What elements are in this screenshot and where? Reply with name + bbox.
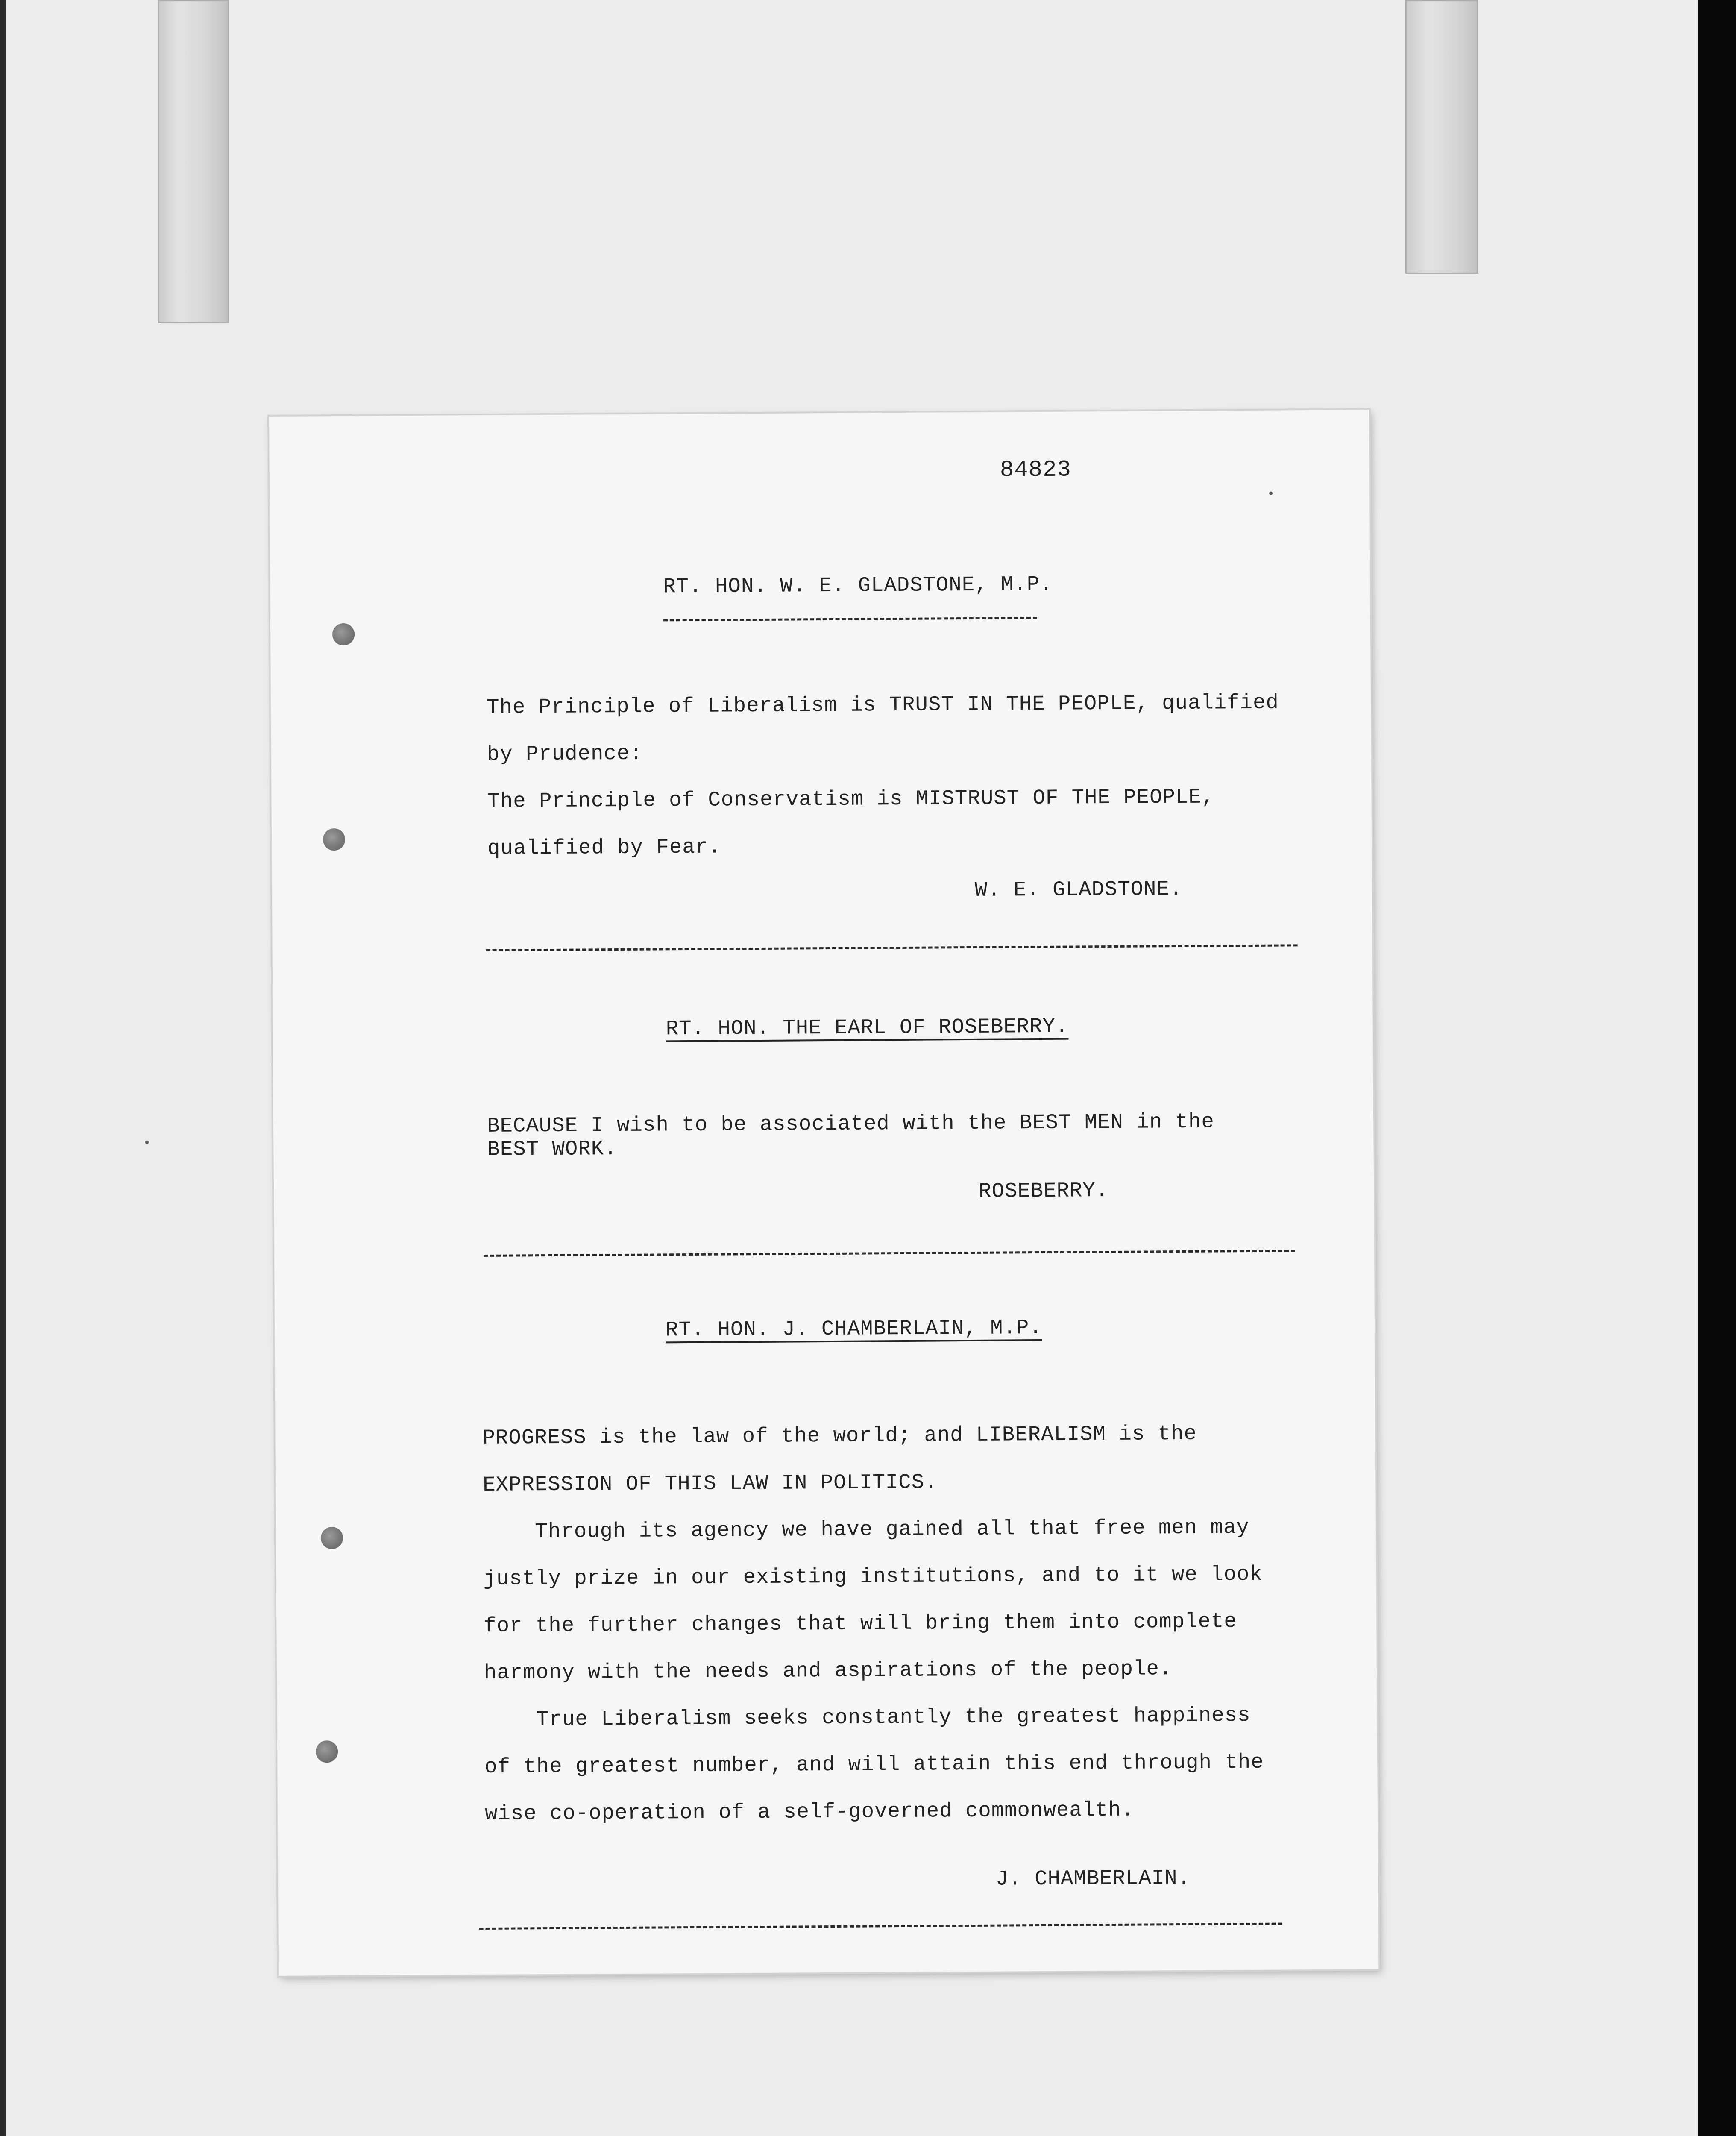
chamberlain-line-7: True Liberalism seeks constantly the greatest happiness bbox=[484, 1703, 1251, 1732]
gladstone-line-1: The Principle of Liberalism is TRUST IN THE PEOPLE, qualified bbox=[486, 690, 1279, 719]
chamberlain-heading: RT. HON. J. CHAMBERLAIN, M.P. bbox=[665, 1315, 1042, 1342]
section-divider bbox=[486, 944, 1298, 951]
ink-speck bbox=[145, 1141, 149, 1144]
punch-hole bbox=[332, 623, 355, 645]
section-divider bbox=[484, 1250, 1295, 1257]
film-edge-left bbox=[0, 0, 6, 2136]
gladstone-line-3: The Principle of Conservatism is MISTRUST OF THE PEOPLE, bbox=[487, 785, 1215, 813]
chamberlain-line-6: harmony with the needs and aspirations of the people. bbox=[484, 1657, 1173, 1685]
chamberlain-line-4: justly prize in our existing institutions, and to it we look bbox=[483, 1562, 1263, 1591]
mounting-tape-top-left bbox=[158, 0, 229, 323]
roseberry-heading: RT. HON. THE EARL OF ROSEBERRY. bbox=[666, 1014, 1069, 1041]
gladstone-line-4: qualified by Fear. bbox=[487, 835, 721, 860]
chamberlain-line-3: Through its agency we have gained all that free men may bbox=[483, 1515, 1249, 1544]
chamberlain-line-2: EXPRESSION OF THIS LAW IN POLITICS. bbox=[483, 1470, 938, 1497]
section-divider bbox=[479, 1923, 1282, 1930]
punch-hole bbox=[321, 1527, 343, 1549]
heading-underline bbox=[663, 617, 1037, 621]
chamberlain-line-8: of the greatest number, and will attain this end through the bbox=[484, 1750, 1264, 1779]
film-edge-right bbox=[1698, 0, 1736, 2136]
punch-hole bbox=[323, 828, 345, 851]
gladstone-line-2: by Prudence: bbox=[487, 741, 643, 766]
roseberry-signature: ROSEBERRY. bbox=[978, 1179, 1109, 1203]
roseberry-line-2: BEST WORK. bbox=[487, 1137, 617, 1162]
chamberlain-line-1: PROGRESS is the law of the world; and LIBERALISM is the bbox=[482, 1421, 1197, 1450]
gladstone-signature: W. E. GLADSTONE. bbox=[974, 877, 1183, 902]
chamberlain-signature: J. CHAMBERLAIN. bbox=[995, 1866, 1191, 1891]
ink-speck bbox=[1269, 492, 1273, 495]
document-number: 84823 bbox=[1000, 457, 1072, 484]
punch-hole bbox=[316, 1740, 338, 1763]
chamberlain-line-9: wise co-operation of a self-governed commonwealth. bbox=[484, 1798, 1135, 1826]
typed-document-sheet bbox=[269, 410, 1378, 1976]
gladstone-heading: RT. HON. W. E. GLADSTONE, M.P. bbox=[663, 572, 1053, 599]
roseberry-line-1: BECAUSE I wish to be associated with the BEST MEN in the bbox=[487, 1109, 1214, 1138]
mounting-tape-top-right bbox=[1405, 0, 1478, 274]
chamberlain-line-5: for the further changes that will bring them into complete bbox=[484, 1609, 1237, 1638]
